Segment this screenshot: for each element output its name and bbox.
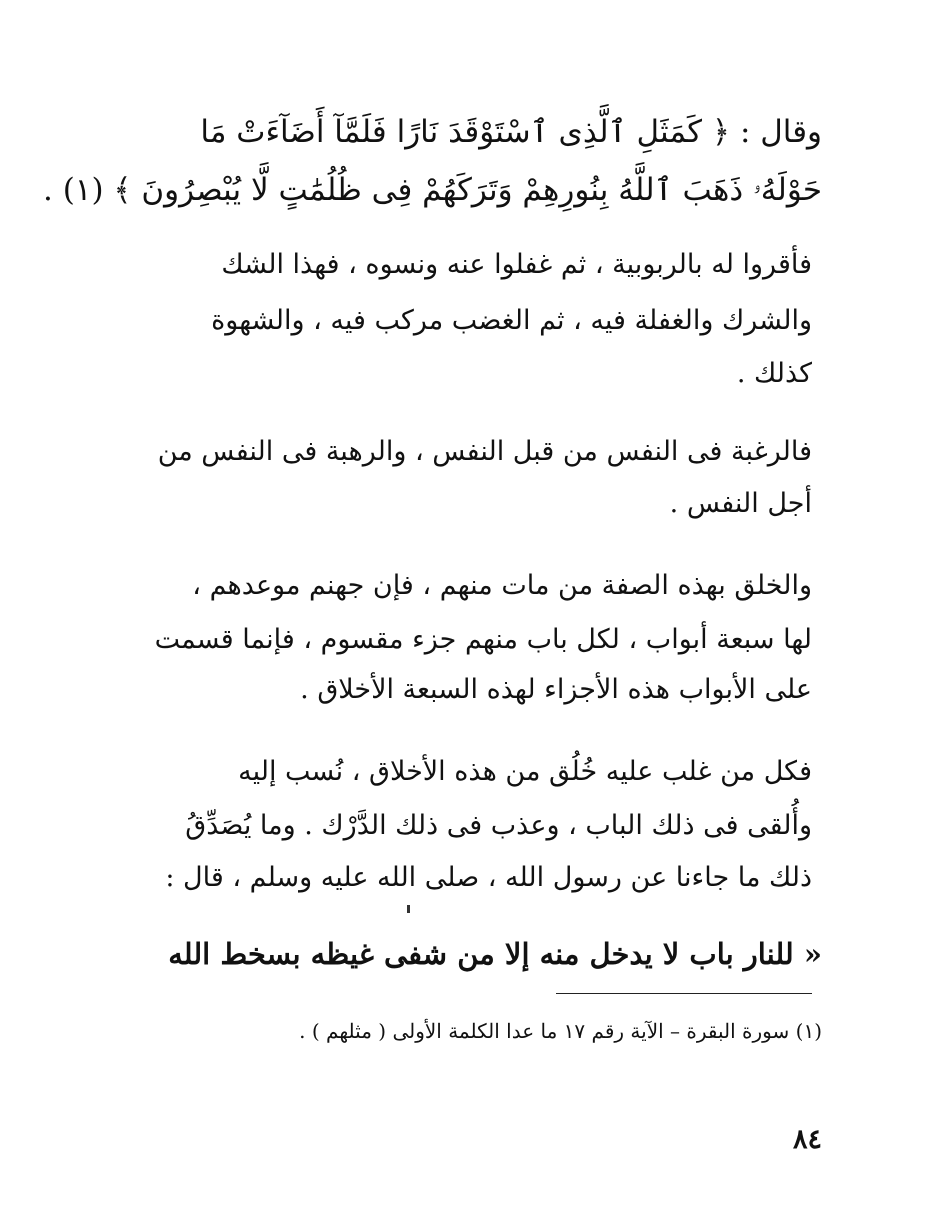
hadith-quote: « للنار باب لا يدخل منه إلا من شفى غيظه بسخط الله (168, 937, 822, 971)
paragraph-3-line-2: لها سبعة أبواب ، لكل باب منهم جزء مقسوم ، فإنما قسمت (154, 624, 812, 655)
paragraph-2-line-1: فالرغبة فى النفس من قبل النفس ، والرهبة فى النفس من (157, 436, 812, 467)
paragraph-4-line-2: وأُلقى فى ذلك الباب ، وعذب فى ذلك الدَّرْك . وما يُصَدِّقُ (185, 810, 812, 841)
paragraph-3-line-1: والخلق بهذه الصفة من مات منهم ، فإن جهنم موعدهم ، (192, 570, 812, 601)
paragraph-4-line-1: فكل من غلب عليه خُلُق من هذه الأخلاق ، نُسب إليه (238, 756, 812, 787)
paragraph-3-line-3: على الأبواب هذه الأجزاء لهذه السبعة الأخلاق . (300, 674, 812, 705)
quran-verse-line-1: وقال : ﴿ كَمَثَلِ ٱلَّذِى ٱسْتَوْقَدَ نَارًا فَلَمَّآ أَضَآءَتْ مَا (200, 114, 822, 150)
paragraph-1-line-1: فأقروا له بالربوبية ، ثم غفلوا عنه ونسوه ، فهذا الشك (221, 249, 812, 280)
paragraph-1-line-3: كذلك . (736, 358, 812, 389)
footnote-text: (١) سورة البقرة – الآية رقم ١٧ ما عدا الكلمة الأولى ( مثلهم ) . (299, 1019, 822, 1043)
paragraph-4-line-3: ذلك ما جاءنا عن رسول الله ، صلى الله عليه وسلم ، قال : (165, 862, 812, 893)
stray-print-mark (407, 905, 410, 913)
paragraph-2-line-2: أجل النفس . (669, 488, 812, 519)
paragraph-1-line-2: والشرك والغفلة فيه ، ثم الغضب مركب فيه ، والشهوة (211, 305, 812, 336)
footnote-divider (556, 993, 812, 994)
quran-verse-line-2: حَوْلَهُۥ ذَهَبَ ٱللَّهُ بِنُورِهِمْ وَتَرَكَهُمْ فِى ظُلُمَٰتٍ لَّا يُبْصِرُونَ ﴾ (١) . (42, 172, 822, 208)
page-number: ٨٤ (792, 1124, 822, 1155)
